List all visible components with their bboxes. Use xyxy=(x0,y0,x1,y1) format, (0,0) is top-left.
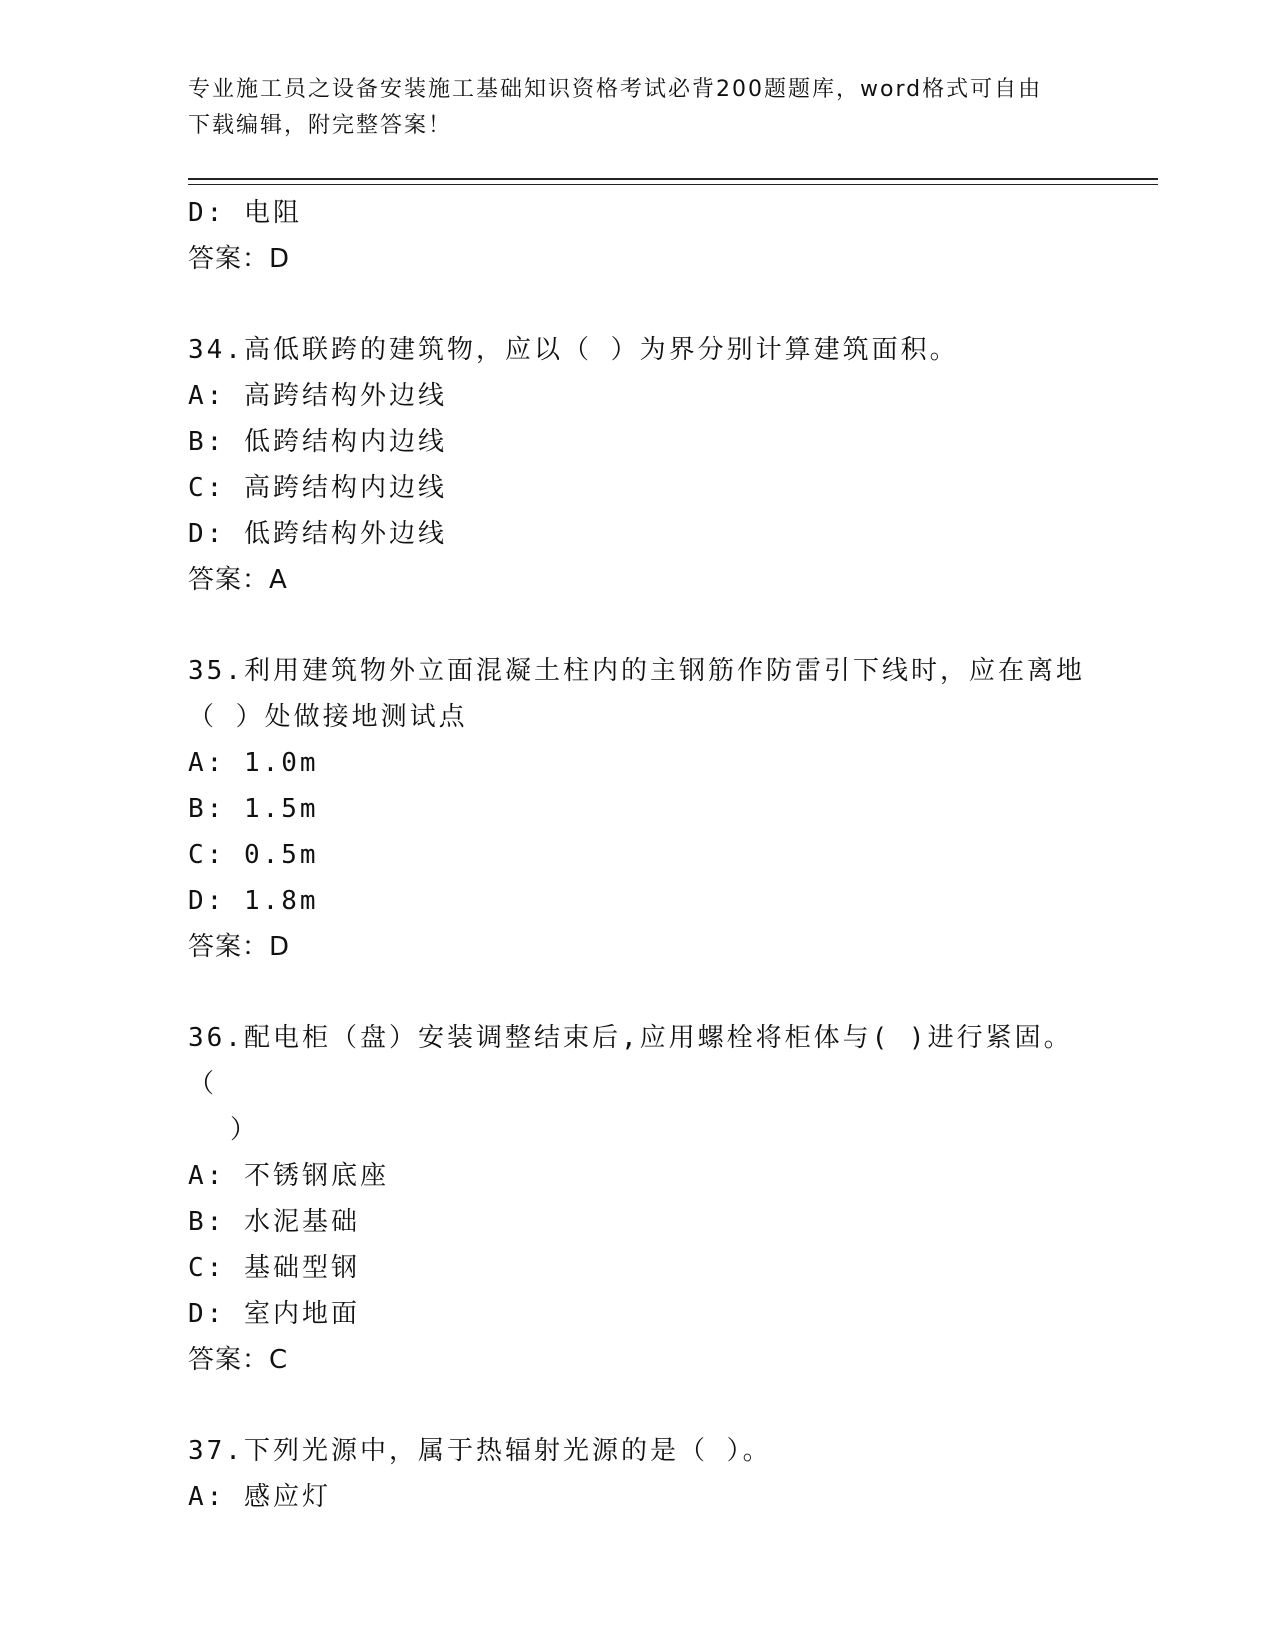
option-d: D: 1.8m xyxy=(188,886,319,916)
question-stem xyxy=(188,1428,1088,1474)
question-number: 34. xyxy=(188,335,244,365)
document-header xyxy=(188,72,1088,144)
question-35 xyxy=(188,648,1088,970)
question-36 xyxy=(188,1015,1088,1383)
question-stem xyxy=(188,648,1088,694)
question-stem xyxy=(188,1015,1088,1107)
option-b: B: 低跨结构内边线 xyxy=(188,427,447,457)
question-stem xyxy=(188,327,1088,373)
option-a: A: 1.0m xyxy=(188,748,319,778)
option-d: D: 室内地面 xyxy=(188,1299,360,1329)
question-text: 利用建筑物外立面混凝土柱内的主钢筋作防雷引下线时，应在离地 xyxy=(243,656,1085,686)
question-number: 37. xyxy=(188,1436,244,1466)
answer-line: 答案：D xyxy=(188,932,291,962)
option-d: D: 低跨结构外边线 xyxy=(188,519,447,549)
question-text: 配电柜（盘）安装调整结束后,应用螺栓将柜体与( )进行紧固。（ xyxy=(188,1023,1073,1099)
option-b: B: 1.5m xyxy=(188,794,319,824)
question-list xyxy=(188,190,1088,1520)
option-b: B: 水泥基础 xyxy=(188,1207,360,1237)
question-34 xyxy=(188,327,1088,603)
question-text-continued: （ ）处做接地测试点 xyxy=(188,702,468,732)
question-text-continued: ） xyxy=(230,1115,260,1145)
question-number: 36. xyxy=(188,1023,244,1053)
prev-question-tail xyxy=(188,190,1088,282)
option-c: C: 基础型钢 xyxy=(188,1253,360,1283)
answer-line: 答案：A xyxy=(188,565,288,595)
question-number: 35. xyxy=(188,656,244,686)
answer-line: 答案：C xyxy=(188,1345,289,1375)
question-text: 下列光源中，属于热辐射光源的是（ ）。 xyxy=(243,1436,772,1466)
answer-line: 答案：D xyxy=(188,244,291,274)
header-line-2: 下载编辑，附完整答案！ xyxy=(188,113,453,138)
header-line-1: 专业施工员之设备安装施工基础知识资格考试必背200题题库，word格式可自由 xyxy=(188,77,1043,102)
option-a: A: 感应灯 xyxy=(188,1482,331,1512)
question-text: 高低联跨的建筑物，应以（ ）为界分别计算建筑面积。 xyxy=(243,335,959,365)
option-a: A: 高跨结构外边线 xyxy=(188,381,447,411)
option-a: A: 不锈钢底座 xyxy=(188,1161,389,1191)
option-c: C: 0.5m xyxy=(188,840,319,870)
header-divider-thin xyxy=(188,184,1158,185)
question-37 xyxy=(188,1428,1088,1520)
option-c: C: 高跨结构内边线 xyxy=(188,473,447,503)
header-divider-thick xyxy=(188,178,1158,180)
option-d: D: 电阻 xyxy=(188,198,302,228)
